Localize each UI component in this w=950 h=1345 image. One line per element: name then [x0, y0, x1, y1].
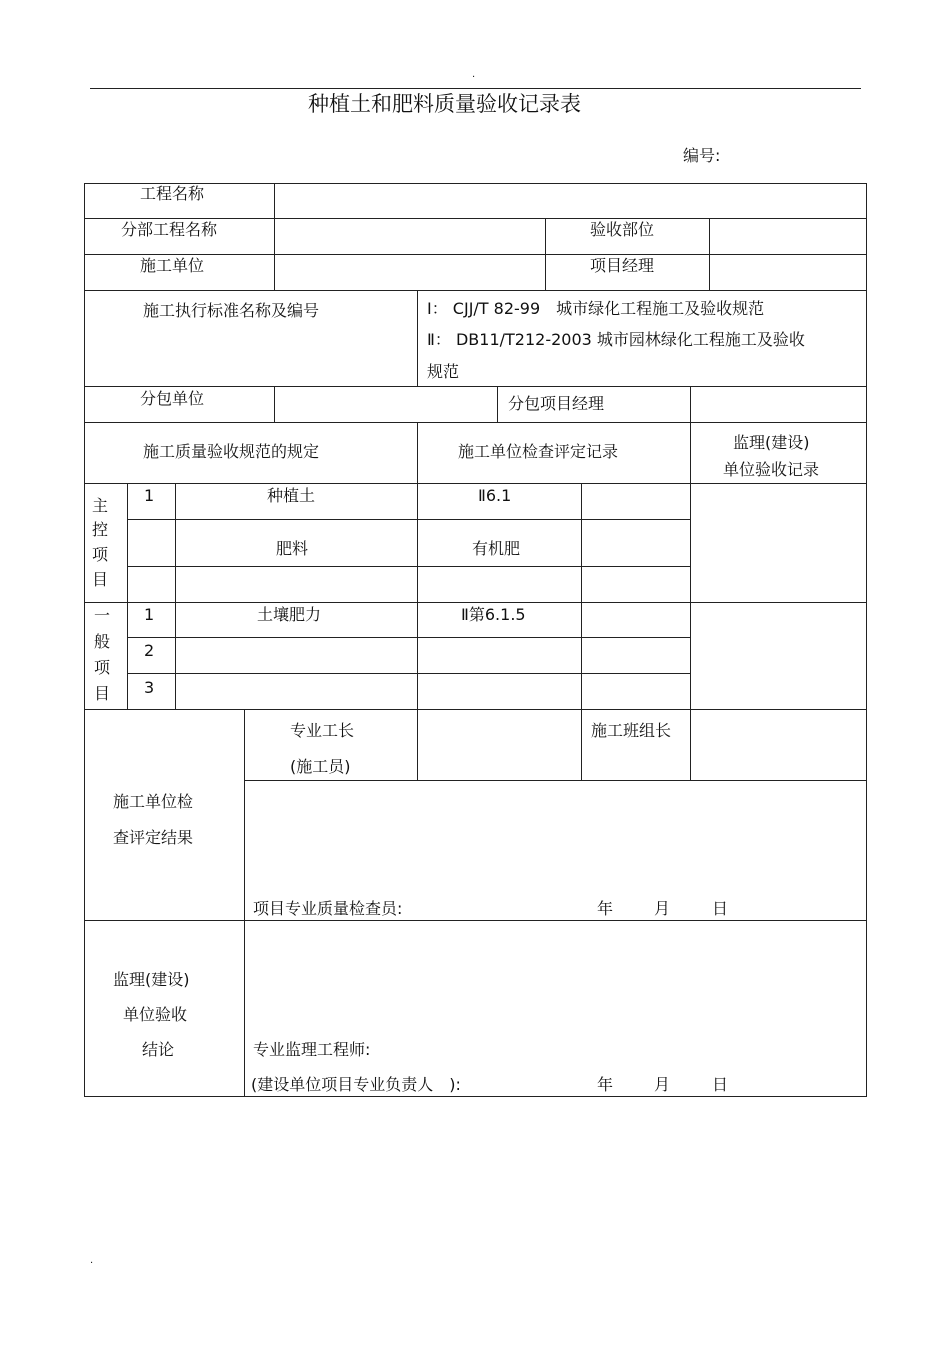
grid-line — [127, 637, 690, 638]
grid-line — [84, 920, 867, 921]
conclusion-label-line2: 单位验收 — [123, 1005, 188, 1024]
standard-label: 施工执行标准名称及编号 — [143, 301, 320, 320]
main-item-no: 1 — [144, 486, 155, 505]
project-name-label: 工程名称 — [140, 184, 205, 203]
grid-line — [84, 483, 867, 484]
table-border-left — [84, 183, 85, 1096]
grid-line — [84, 254, 867, 255]
subcontractor-label: 分包单位 — [140, 389, 205, 408]
grid-line — [84, 709, 867, 710]
date-month: 月 — [654, 1075, 671, 1094]
grid-line — [84, 218, 867, 219]
general-items-label: 目 — [94, 684, 111, 703]
grid-line — [84, 386, 867, 387]
general-items-label: 项 — [94, 658, 111, 677]
result-label: 施工单位检 — [113, 792, 194, 811]
grid-line — [127, 483, 128, 709]
standard-2: Ⅱ： DB11/T212-2003 城市园林绿化工程施工及验收 — [427, 330, 805, 349]
date-year: 年 — [597, 899, 614, 918]
main-item-clause: Ⅱ6.1 — [478, 486, 512, 505]
grid-line — [709, 218, 710, 290]
conclusion-label-line3: 结论 — [142, 1040, 175, 1059]
standard-1: Ⅰ： CJJ/T 82-99 城市绿化工程施工及验收规范 — [427, 299, 765, 318]
general-items-label: 一 — [94, 606, 111, 625]
construction-unit-label: 施工单位 — [140, 256, 205, 275]
supervision-column-header-line2: 单位验收记录 — [723, 460, 820, 479]
main-items-label: 项 — [92, 545, 109, 564]
foreman-label: 专业工长 — [290, 721, 355, 740]
date-year: 年 — [597, 1075, 614, 1094]
main-item-name: 种植土 — [267, 486, 316, 505]
page-title: 种植土和肥料质量验收记录表 — [308, 92, 581, 116]
footer-dot: . — [90, 1255, 94, 1266]
project-manager-label: 项目经理 — [590, 256, 655, 275]
main-item-name: 肥料 — [276, 539, 309, 558]
main-item-clause: 有机肥 — [472, 539, 521, 558]
date-month: 月 — [654, 899, 671, 918]
grid-line — [175, 483, 176, 709]
date-day: 日 — [712, 899, 729, 918]
quality-inspector-label: 项目专业质量检查员: — [253, 899, 403, 918]
grid-line — [497, 386, 498, 422]
table-border-right — [866, 183, 867, 1096]
grid-line — [244, 780, 867, 781]
main-items-label: 控 — [92, 520, 109, 539]
grid-line — [581, 483, 582, 780]
grid-line — [274, 386, 275, 422]
check-record-column-header: 施工单位检查评定记录 — [458, 442, 619, 461]
main-items-label: 主 — [92, 496, 109, 515]
general-items-label: 般 — [94, 632, 111, 651]
grid-line — [127, 673, 690, 674]
grid-line — [417, 422, 418, 780]
spec-column-header: 施工质量验收规范的规定 — [143, 442, 320, 461]
general-item-clause: Ⅱ第6.1.5 — [461, 605, 526, 624]
grid-line — [84, 290, 867, 291]
general-item-no: 2 — [144, 641, 155, 660]
conclusion-label: 监理(建设) — [113, 970, 190, 989]
header-rule — [90, 88, 861, 89]
team-leader-label: 施工班组长 — [591, 721, 672, 740]
grid-line — [545, 218, 546, 290]
date-day: 日 — [712, 1075, 729, 1094]
grid-line — [417, 290, 418, 386]
sub-project-name-label: 分部工程名称 — [121, 220, 218, 239]
acceptance-part-label: 验收部位 — [590, 220, 655, 239]
supervision-column-header: 监理(建设) — [733, 433, 810, 452]
main-items-label: 目 — [92, 570, 109, 589]
header-dot: . — [472, 69, 476, 80]
grid-line — [127, 519, 690, 520]
general-item-name: 土壤肥力 — [257, 605, 322, 624]
grid-line — [127, 566, 690, 567]
foreman-sub-label: (施工员) — [290, 757, 351, 776]
sub-manager-label: 分包项目经理 — [508, 394, 605, 413]
supervising-engineer-label: 专业监理工程师: — [253, 1040, 371, 1059]
standard-2-cont: 规范 — [427, 362, 460, 381]
result-label-line2: 查评定结果 — [113, 828, 194, 847]
general-item-no: 3 — [144, 678, 155, 697]
owner-representative-label: (建设单位项目专业负责人 ): — [251, 1075, 461, 1094]
grid-line — [244, 709, 245, 1096]
table-border-bottom — [84, 1096, 867, 1097]
number-label: 编号: — [683, 146, 721, 165]
grid-line — [690, 386, 691, 780]
grid-line — [84, 422, 867, 423]
grid-line — [274, 183, 275, 290]
general-item-no: 1 — [144, 605, 155, 624]
grid-line — [84, 602, 867, 603]
